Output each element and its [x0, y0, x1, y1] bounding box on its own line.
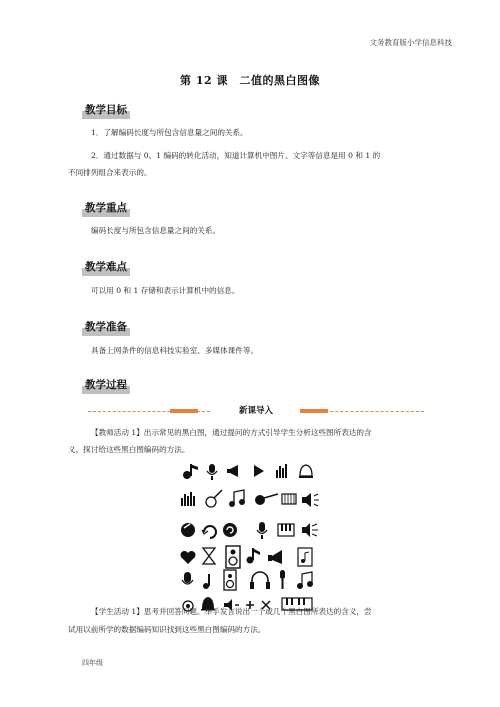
music-notes-icon [297, 572, 313, 589]
header-series-label: 文务教育版小学信息科技 [369, 38, 452, 47]
speaker-icon [302, 523, 318, 537]
repeat-icon [202, 526, 216, 538]
heading-preparation: 教学准备 [82, 318, 130, 336]
teacher-activity-line-2: 义，探讨给这些黑白图编码的方法。 [68, 445, 190, 454]
teacher-activity-line-1: 【教师活动 1】出示常见的黑白图，通过提问的方式引导学生分析这些图所表达的含 [91, 428, 372, 437]
section-divider [88, 403, 424, 419]
headphones-icon [250, 572, 270, 589]
music-note-icon [247, 548, 261, 564]
record-icon [181, 523, 195, 537]
goals-item-2: 2．通过数据与 0、1 编码的转化活动，知道计算机中图片、文字等信息是用 0 和 1 的 [91, 151, 381, 160]
student-activity-line-2: 试用以前所学的数据编码知识找到这些黑白图编码的方法。 [68, 625, 266, 634]
heading-goals: 教学目标 [82, 101, 130, 119]
heading-key-points: 教学重点 [82, 199, 130, 217]
key-points-text: 编码长度与所包含信息量之间的关系。 [91, 226, 221, 235]
megaphone-icon [227, 465, 238, 477]
heading-difficulties: 教学难点 [82, 258, 130, 276]
preparation-text: 具备上网条件的信息科技实验室、多媒体课件等。 [91, 346, 259, 355]
footer-grade: 四年级 [82, 659, 103, 667]
equalizer-icon [181, 492, 195, 506]
guitar-icon [206, 490, 222, 507]
speaker-box-icon [224, 570, 236, 590]
hourglass-icon [203, 548, 215, 564]
lesson-title: 第 12 课 二值的黑白图像 [180, 74, 320, 87]
music-note-icon [203, 574, 210, 589]
goals-item-2-cont: 不同排列组合来表示的。 [68, 168, 152, 177]
music-icon-grid [178, 460, 328, 612]
keyboard-icon [282, 494, 296, 504]
speaker-box-icon [226, 546, 240, 568]
bell-icon [299, 465, 313, 478]
play-icon [254, 465, 264, 477]
guitar-icon [255, 494, 278, 505]
piano-icon [278, 524, 294, 536]
microphone-icon [257, 522, 267, 539]
microphone-icon [280, 570, 285, 589]
music-notes-icon [229, 490, 245, 507]
equalizer-icon [276, 464, 287, 478]
sheet-music-icon [298, 548, 312, 566]
goals-item-1: 1．了解编码长度与所包含信息量之间的关系。 [91, 128, 248, 137]
music-icons-svg [178, 460, 328, 612]
difficulties-text: 可以用 0 和 1 存储和表示计算机中的信息。 [91, 286, 240, 295]
microphone-icon [207, 464, 217, 480]
music-note-icon [183, 464, 198, 479]
divider-label: 新课导入 [238, 406, 273, 416]
megaphone-icon [268, 550, 282, 564]
heart-icon [180, 551, 195, 564]
heading-process: 教学过程 [82, 376, 130, 394]
student-activity-line-1: 【学生活动 1】思考并回答问题。举手发言说出一个或几个黑白图所表达的含义，尝 [91, 607, 372, 616]
refresh-icon [223, 523, 237, 537]
microphone-icon [182, 572, 193, 584]
divider-line-right [300, 411, 424, 412]
speaker-icon [302, 493, 319, 507]
